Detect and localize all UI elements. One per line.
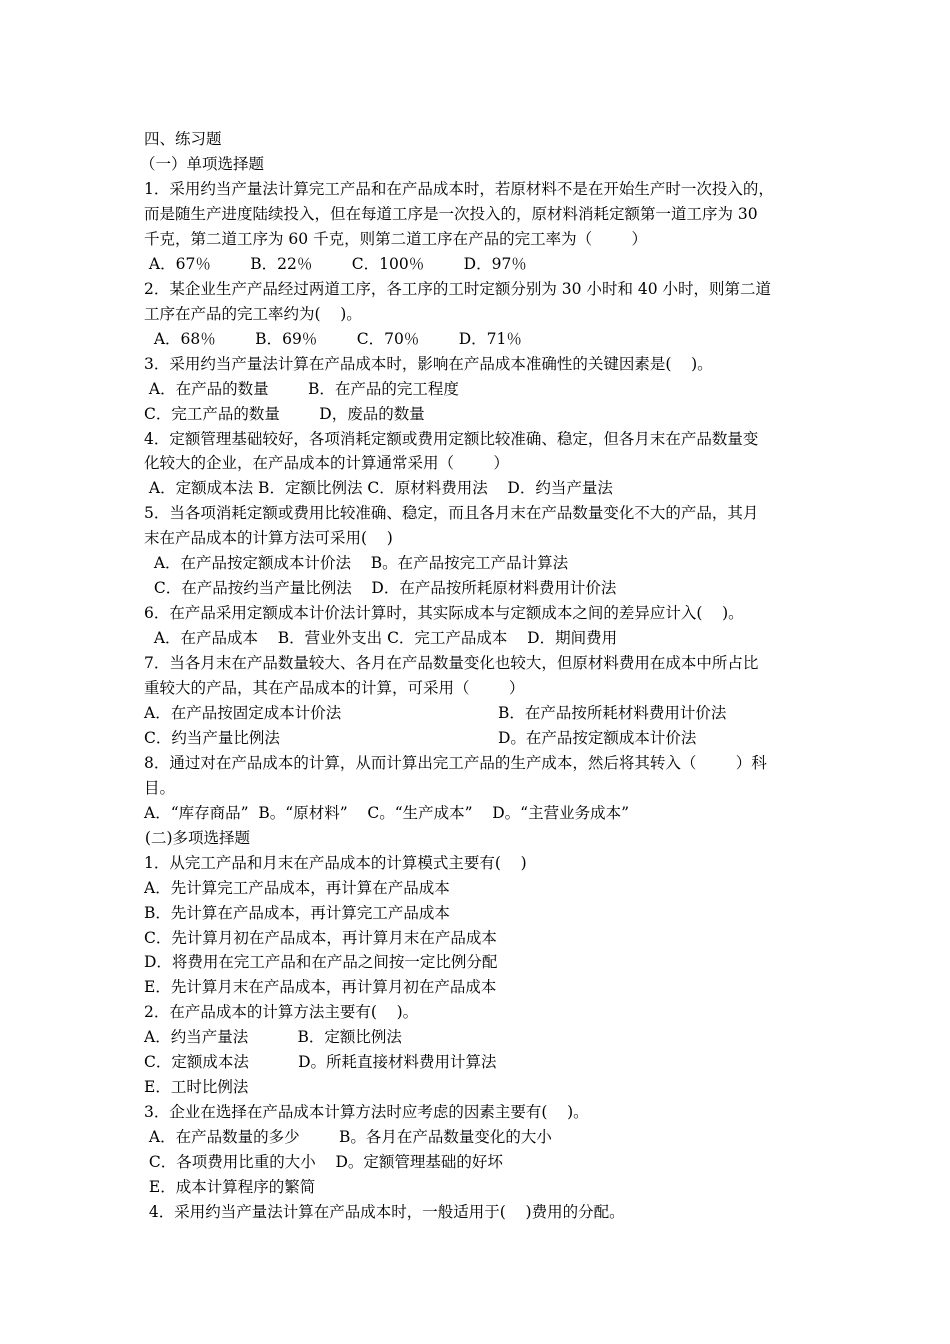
question-line: A．在产品数量的多少 B。各月在产品数量变化的大小 [144, 1128, 552, 1147]
single-choice-heading: （一）单项选择题 [140, 155, 265, 173]
question-line: C．先计算月初在产品成本，再计算月末在产品成本 [144, 928, 497, 947]
question-line: 末在产品成本的计算方法可采用( ) [144, 529, 393, 548]
question-line: 3．企业在选择在产品成本计算方法时应考虑的因素主要有( )。 [144, 1103, 589, 1122]
option-text: C．约当产量比例法 [144, 728, 280, 747]
question-line: A．“库存商品” B。“原材料” C。“生产成本” D。“主营业务成本” [144, 803, 630, 822]
question-line: C．在产品按约当产量比例法 D．在产品按所耗原材料费用计价法 [144, 579, 617, 598]
question-line: E．成本计算程序的繁简 [144, 1178, 316, 1196]
option-text: B．在产品按所耗材料费用计价法 [498, 703, 727, 722]
question-line: C．各项费用比重的大小 D。定额管理基础的好坏 [144, 1153, 503, 1172]
question-line: 4．定额管理基础较好，各项消耗定额或费用定额比较准确、稳定，但各月末在产品数量变 [144, 429, 759, 448]
question-line: A．定额成本法 B．定额比例法 C．原材料费用法 D．约当产量法 [144, 479, 613, 498]
question-line: D．将费用在完工产品和在产品之间按一定比例分配 [144, 953, 498, 972]
option-text: D。在产品按定额成本计价法 [498, 728, 697, 747]
question-line: A．先计算完工产品成本，再计算在产品成本 [144, 878, 450, 897]
question-line: C．定额成本法 D。所耗直接材料费用计算法 [144, 1053, 497, 1072]
question-line: 6．在产品采用定额成本计价法计算时，其实际成本与定额成本之间的差异应计入( )。 [144, 604, 744, 623]
multiple-choice-heading: (二)多项选择题 [140, 828, 251, 847]
question-line: E．先计算月末在产品成本，再计算月初在产品成本 [144, 978, 497, 997]
question-line: A．68％ B．69％ C．70％ D．71％ [144, 329, 522, 348]
question-line: 8．通过对在产品成本的计算，从而计算出完工产品的生产成本，然后将其转入（ ）科 [144, 753, 767, 772]
question-line: E．工时比例法 [144, 1078, 249, 1097]
question-line: 而是随生产进度陆续投入，但在每道工序是一次投入的，原材料消耗定额第一道工序为 30 [144, 204, 758, 223]
question-line: 千克，第二道工序为 60 千克，则第二道工序在产品的完工率为（ ） [144, 229, 647, 248]
section-title: 四、练习题 [144, 130, 222, 148]
question-line: A．约当产量法 B．定额比例法 [144, 1028, 402, 1047]
question-line: A．在产品的数量 B．在产品的完工程度 [144, 379, 459, 398]
question-line: A．67％ B．22％ C．100％ D．97％ [144, 254, 527, 273]
question-line: 1．从完工产品和月末在产品成本的计算模式主要有( ) [144, 853, 527, 872]
question-line: 工序在产品的完工率约为( )。 [144, 304, 362, 323]
question-line: 重较大的产品，其在产品成本的计算，可采用（ ） [144, 679, 525, 697]
question-line: 5．当各项消耗定额或费用比较准确、稳定，而且各月末在产品数量变化不大的产品，其月 [144, 504, 759, 523]
question-line: B．先计算在产品成本，再计算完工产品成本 [144, 903, 450, 922]
question-line: 7．当各月末在产品数量较大、各月在产品数量变化也较大，但原材料费用在成本中所占比 [144, 654, 759, 673]
question-line: 2．在产品成本的计算方法主要有( )。 [144, 1003, 419, 1022]
question-line: 目。 [144, 778, 176, 797]
option-text: A．在产品按固定成本计价法 [144, 703, 342, 722]
question-line: 1．采用约当产量法计算完工产品和在产品成本时，若原材料不是在开始生产时一次投入的， [144, 180, 774, 198]
question-line: A．在产品成本 B．营业外支出 C．完工产品成本 D．期间费用 [144, 629, 618, 648]
question-line: 3．采用约当产量法计算在产品成本时，影响在产品成本准确性的关键因素是( )。 [144, 354, 713, 373]
question-line: 化较大的企业，在产品成本的计算通常采用（ ） [144, 454, 509, 473]
question-line: 4．采用约当产量法计算在产品成本时，一般适用于( )费用的分配。 [144, 1202, 625, 1221]
question-line: C．完工产品的数量 D，废品的数量 [144, 404, 425, 423]
question-line: A．在产品按定额成本计价法 B。在产品按完工产品计算法 [144, 554, 569, 573]
question-line: 2．某企业生产产品经过两道工序，各工序的工时定额分别为 30 小时和 40 小时，则第二道 [144, 279, 772, 298]
